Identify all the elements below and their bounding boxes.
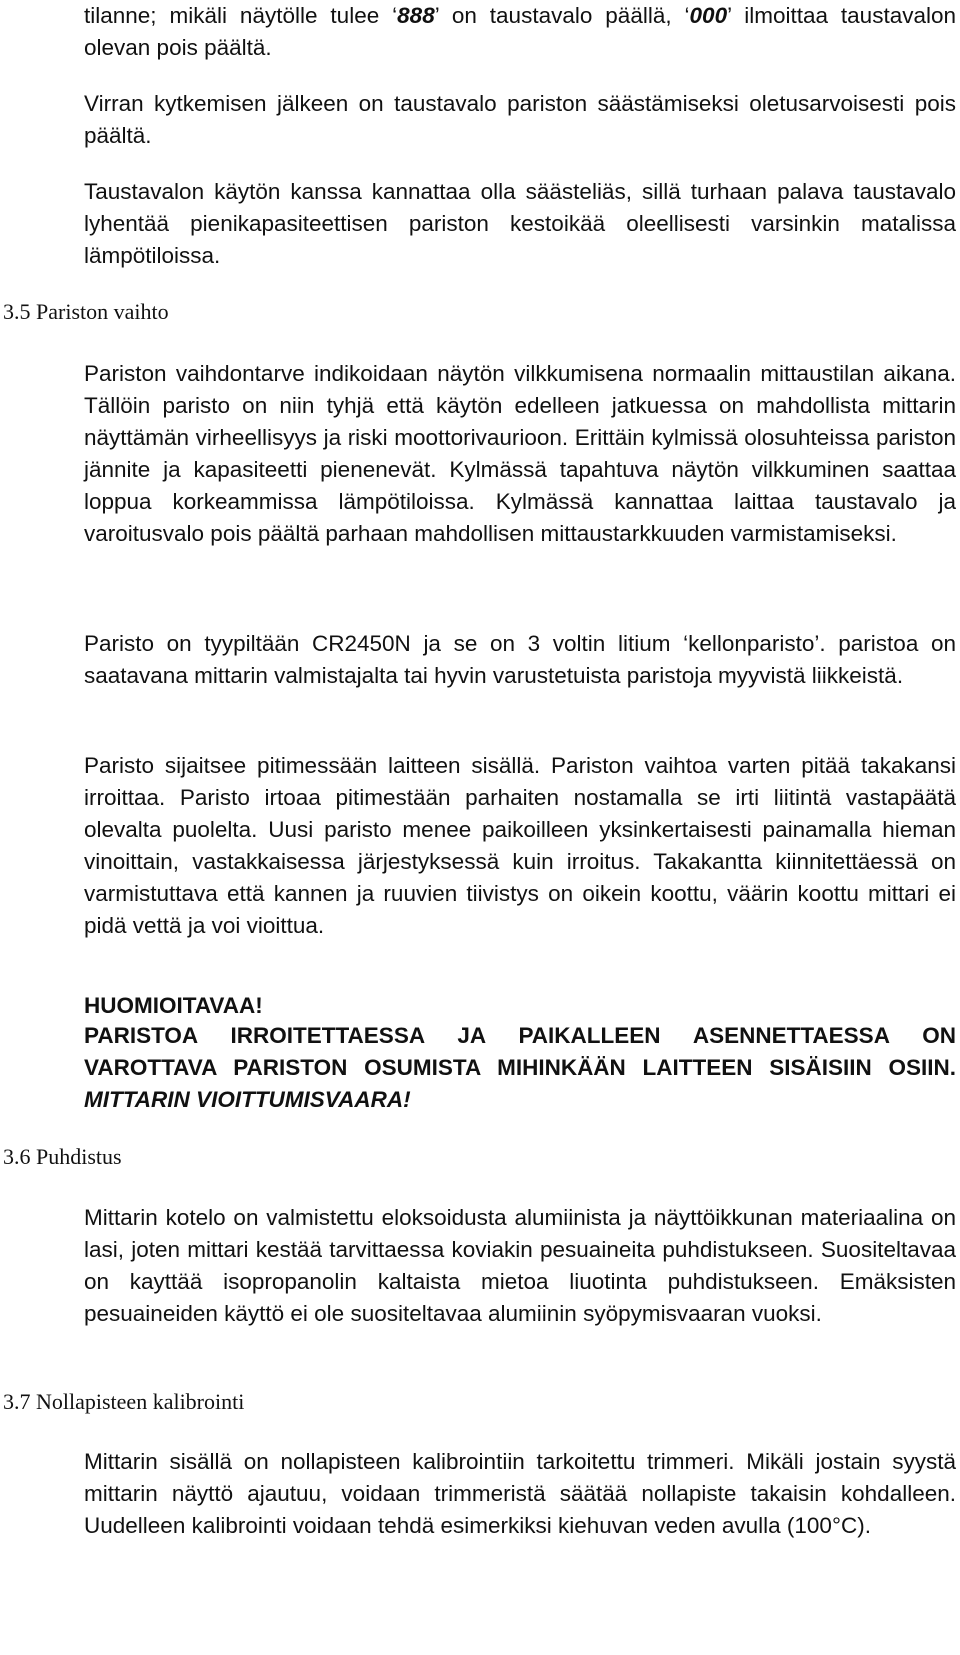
section-heading-cleaning: 3.6 Puhdistus <box>3 1144 122 1169</box>
calibration-paragraph: Mittarin sisällä on nollapisteen kalibrointiin tarkoitettu trimmeri. Mikäli jostain syystä mittarin näyttö ajautuu, voidaan trimmeristä säätää nollapiste takaisin kohdalleen. Uudelleen kalibrointi voidaan tehdä esimerkiksi kiehuvan veden avulla (100°C). <box>84 1449 956 1538</box>
battery-indication-paragraph: Pariston vaihdontarve indikoidaan näytön vilkkumisena normaalin mittaustilan aikana. Tällöin paristo on niin tyhjä että käytön edelleen jatkuessa on mahdollista mittarin näyttämän virheellisyys ja riski moottorivaurioon. Erittäin kylmissä olosuhteissa pariston jännite ja kapasiteetti pienenevät. Kylmässä tapahtuva näytön vilkkuminen saattaa loppua korkeammissa lämpötiloissa. Kylmässä kannattaa laittaa taustavalo ja varoitusvalo pois päältä parhaan mahdollisen mittaustarkkuuden varmistamiseksi. <box>84 361 956 546</box>
display-value-on: 888 <box>397 3 435 28</box>
text-segment: ’ ilmoittaa taustavalon olevan pois päältä. <box>84 3 957 60</box>
backlight-default-paragraph: Virran kytkemisen jälkeen on taustavalo pariston säästämiseksi oletusarvoisesti pois päältä. <box>84 91 956 148</box>
backlight-status-paragraph <box>84 0 956 64</box>
backlight-usage-paragraph: Taustavalon käytön kanssa kannattaa olla säästeliäs, sillä turhaan palava taustavalo lyhentää pienikapasiteettisen pariston kestoikää oleellisesti varsinkin matalissa lämpötiloissa. <box>84 179 956 268</box>
display-value-off: 000 <box>689 3 728 28</box>
battery-type-paragraph: Paristo on tyypiltään CR2450N ja se on 3 voltin litium ‘kellonparisto’. paristoa on saatavana mittarin valmistajalta tai hyvin varustetuista paristoja myyvistä liikkeistä. <box>84 631 956 688</box>
section-heading-battery-replacement: 3.5 Pariston vaihto <box>3 299 169 324</box>
section-heading-zero-calibration: 3.7 Nollapisteen kalibrointi <box>3 1389 245 1414</box>
warning-body <box>84 1020 956 1116</box>
text-segment: tilanne; mikäli näytölle tulee ‘ <box>84 3 398 28</box>
warning-text: PARISTOA IRROITETTAESSA JA PAIKALLEEN ASENNETTAESSA ON VAROTTAVA PARISTON OSUMISTA MIHINKÄÄN LAITTEEN SISÄISIIN OSIIN. <box>84 1023 956 1080</box>
warning-emphasis: MITTARIN VIOITTUMISVAARA! <box>84 1087 411 1112</box>
battery-location-paragraph: Paristo sijaitsee pitimessään laitteen sisällä. Pariston vaihtoa varten pitää takakansi irroittaa. Paristo irtoaa pitimestään parhaiten nostamalla se irti liitintä vastapäätä olevalta puolelta. Uusi paristo menee paikoilleen yksinkertaisesti painamalla hieman vinoittain, vastakkaisessa järjestyksessä kuin irroitus. Takakantta kiinnitettäessä on varmistuttava että kannen ja ruuvien tiivistys on oikein koottu, väärin koottu mittari ei pidä vettä ja voi vioittua. <box>84 753 956 938</box>
warning-title: HUOMIOITAVAA! <box>84 993 263 1018</box>
cleaning-paragraph: Mittarin kotelo on valmistettu eloksoidusta alumiinista ja näyttöikkunan materiaalina on lasi, joten mittari kestää tarvittaessa koviakin pesuaineita puhdistukseen. Suositeltavaa on kayttää isopropanolin kaltaista mietoa liuotinta puhdistukseen. Emäksisten pesuaineiden käyttö ei ole suositeltavaa alumiinin syöpymisvaaran vuoksi. <box>84 1205 956 1326</box>
text-segment: ’ on taustavalo päällä, ‘ <box>434 3 690 28</box>
